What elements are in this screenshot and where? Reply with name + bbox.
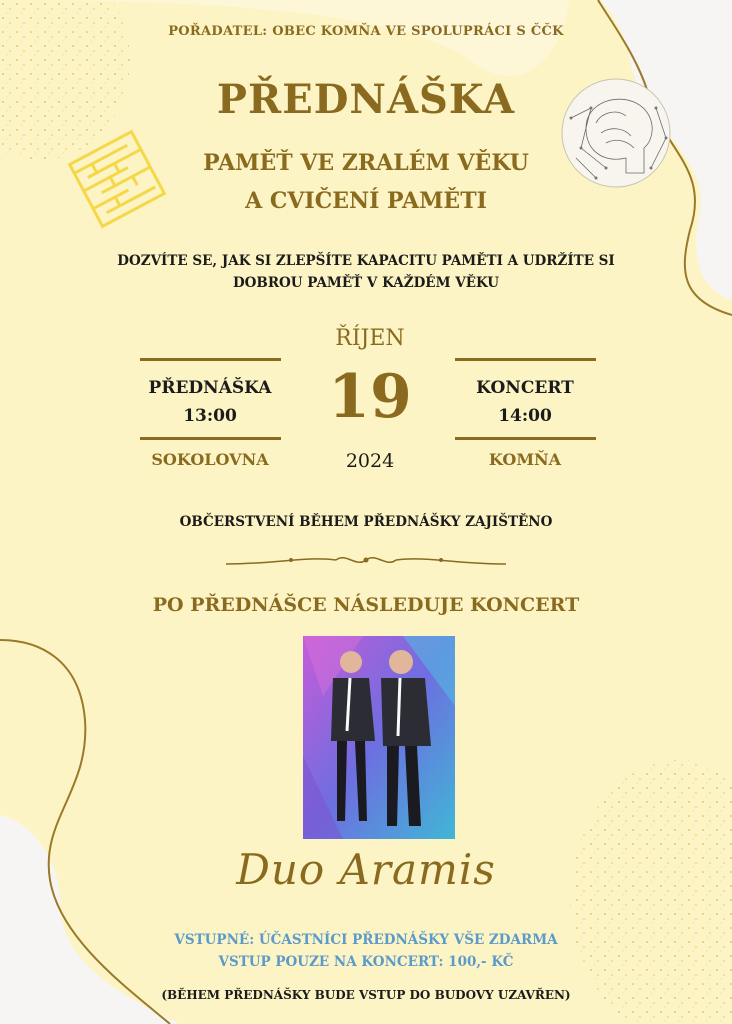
lecture-label: PŘEDNÁŠKA: [148, 378, 272, 398]
band-name: Duo Aramis: [236, 845, 496, 894]
lecture-place: SOKOLOVNA: [151, 450, 269, 469]
page-title: PŘEDNÁŠKA: [216, 76, 516, 123]
concert-bottom-rule: [455, 437, 596, 440]
ornament-divider: [216, 550, 516, 574]
concert-label: KONCERT: [476, 378, 574, 398]
lecture-bottom-rule: [140, 437, 281, 440]
concert-place: KOMŇA: [488, 450, 562, 469]
subtitle-line-2: A CVIČENÍ PAMĚTI: [245, 188, 487, 214]
concert-time: 14:00: [498, 406, 552, 426]
description-line-2: DOBROU PAMĚŤ V KAŽDÉM VĚKU: [232, 275, 500, 291]
date-year: 2024: [345, 450, 395, 472]
closure-note: (BĚHEM PŘEDNÁŠKY BUDE VSTUP DO BUDOVY UZAVŘEN): [161, 988, 571, 1002]
concert-heading: PO PŘEDNÁŠCE NÁSLEDUJE KONCERT: [152, 594, 580, 616]
entry-fee-line-1: VSTUPNÉ: ÚČASTNÍCI PŘEDNÁŠKY VŠE ZDARMA: [174, 932, 558, 948]
subtitle-line-1: PAMĚŤ VE ZRALÉM VĚKU: [203, 150, 529, 176]
organizer-text: POŘADATEL: OBEC KOMŇA VE SPOLUPRÁCI S ČČK: [168, 24, 564, 39]
date-month: ŘÍJEN: [335, 326, 405, 351]
description-line-1: DOZVÍTE SE, JAK SI ZLEPŠÍTE KAPACITU PAMĚTI A UDRŽÍTE SI: [117, 253, 615, 269]
description: [0, 250, 732, 294]
concert-top-rule: [455, 358, 596, 361]
date-day: 19: [328, 362, 412, 432]
lecture-top-rule: [140, 358, 281, 361]
lecture-time: 13:00: [183, 406, 237, 426]
entry-fee-line-2: VSTUP POUZE NA KONCERT: 100,- KČ: [218, 954, 514, 970]
band-photo: [303, 636, 455, 839]
refreshments-text: OBČERSTVENÍ BĚHEM PŘEDNÁŠKY ZAJIŠTĚNO: [179, 514, 553, 530]
maze-icon: [62, 124, 172, 234]
